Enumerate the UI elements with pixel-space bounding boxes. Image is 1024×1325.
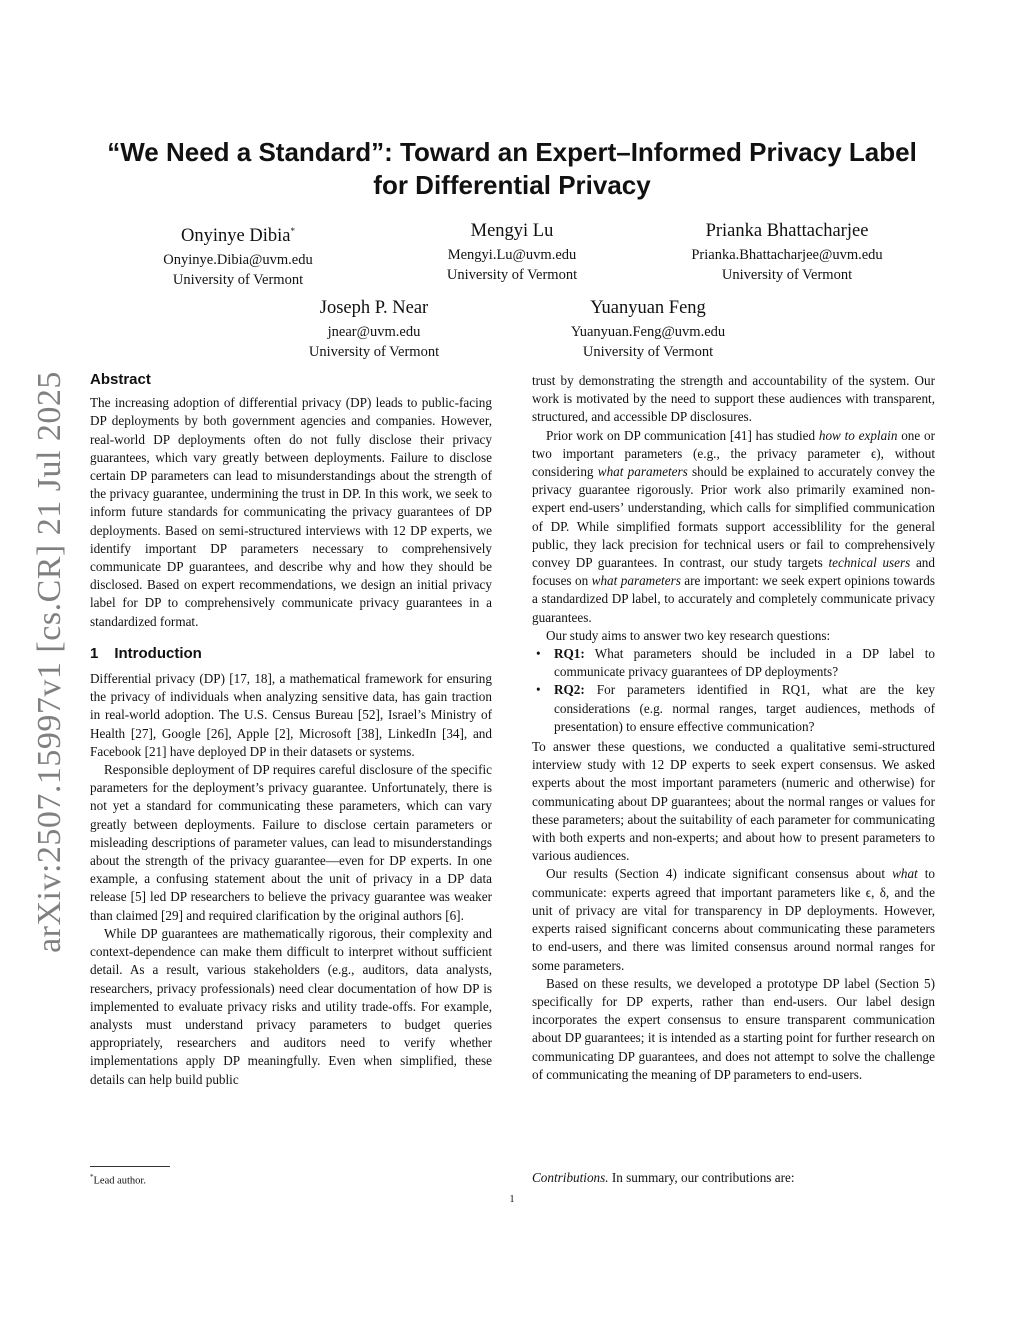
intro-paragraph-3: While DP guarantees are mathematically rigorous, their complexity and context-dependence can make them difficult to interpret without sufficient detail. As a result, various stakeholders (e.g., auditors, data analysts, researchers, privacy professionals) need clear documentation of how DP is implemented to evaluate privacy risks and utility trade-offs. For example, analysts must understand privacy parameters to budget queries appropriately, researchers and auditors need to verify whether implementations apply DP meaningfully. Even when simplified, these details can help build public — [90, 925, 492, 1087]
author-block-3 — [660, 219, 914, 285]
author-affiliation: University of Vermont — [308, 344, 440, 360]
author-footnote-mark: * — [290, 226, 295, 236]
paper-title — [80, 136, 944, 202]
author-block-1 — [126, 219, 350, 290]
title-line-2: for Differential Privacy — [373, 170, 651, 200]
author-name: Yuanyuan Feng — [590, 298, 706, 318]
abstract-heading: Abstract — [90, 371, 151, 388]
title-line-1: “We Need a Standard”: Toward an Expert–Informed Privacy Label — [107, 137, 917, 167]
right-column — [532, 372, 935, 1084]
author-block-4 — [262, 296, 486, 362]
research-question-list — [532, 645, 935, 736]
abstract-text: The increasing adoption of differential privacy (DP) leads to public-facing DP deployments by both government agencies and companies. However, real-world DP deployments often do not fully disclose their privacy guarantees, which vary greatly between deployments. Failure to disclose certain DP parameters can lead to misunderstandings about the strength of the privacy guarantee, undermining the trust in DP. In this work, we seek to inform future standards for communicating the privacy guarantees of DP deployments. Based on semi-structured interviews with 12 DP experts, we identify important DP parameters necessary to comprehensively communicate DP guarantees, and describe why and how they should be disclosed. Based on expert recommendations, we design an initial privacy label for DP to comprehensively communicate privacy guarantees in a standardized format. — [90, 395, 492, 629]
right-paragraph-3: Our study aims to answer two key research questions: — [546, 627, 831, 643]
page-number: 1 — [509, 1194, 515, 1205]
section-title: Introduction — [114, 644, 202, 662]
author-name: Onyinye Dibia* — [181, 226, 295, 247]
author-email: Prianka.Bhattacharjee@uvm.edu — [691, 247, 883, 263]
right-paragraph-2: Prior work on DP communication [41] has studied how to explain one or two important parameters (e.g., the privacy parameter ϵ), without considering what parameters should be explained to accurately convey the privacy guarantee rigorously. Prior work also primarily examined non-expert end-users’ understanding, which calls for simplified communication of DP. While simplified formats support accessiblility for the general public, they lack precision for technical users or fail to comprehensively convey DP guarantees. In contrast, our study targets technical users and focuses on what parameters are important: we seek expert opinions towards a standardized DP label, to accurately and completely communicate privacy guarantees. — [532, 427, 936, 625]
footnote: *Lead author. — [90, 1173, 146, 1187]
author-email: Mengyi.Lu@uvm.edu — [447, 247, 577, 263]
author-affiliation: University of Vermont — [446, 267, 578, 283]
author-email: jnear@uvm.edu — [327, 324, 421, 340]
section-number: 1 — [90, 644, 99, 662]
right-paragraph-1: trust by demonstrating the strength and accountability of the system. Our work is motivated by the need to support these audiences with transparent, structured, and accessible DP disclosures. — [532, 373, 935, 425]
right-paragraph-6: Based on these results, we developed a prototype DP label (Section 5) specifically for DP experts, rather than end-users. Our label design incorporates the expert consensus to ensure transparent communication about DP guarantees; it is intended as a starting point for further research on communicating DP guarantees, and does not attempt to solve the challenge of communicating the meaning of DP parameters to end-users. — [532, 975, 935, 1082]
author-affiliation: University of Vermont — [582, 344, 714, 360]
author-name: Mengyi Lu — [470, 221, 554, 241]
list-item-rq2: • RQ2: For parameters identified in RQ1, what are the key considerations (e.g. normal ranges, target audiences, methods of presentation) to ensure effective communication? — [532, 681, 935, 736]
arxiv-identifier: arXiv:2507.15997v1 [cs.CR] 21 Jul 2025 — [31, 371, 68, 953]
author-name: Prianka Bhattacharjee — [705, 221, 869, 241]
author-affiliation: University of Vermont — [172, 272, 304, 289]
author-email: Yuanyuan.Feng@uvm.edu — [570, 324, 726, 340]
author-affiliation: University of Vermont — [721, 267, 853, 283]
author-block-2 — [400, 219, 624, 285]
intro-paragraph-1: Differential privacy (DP) [17, 18], a mathematical framework for ensuring the privacy of individuals when analyzing sensitive data, has gain traction in real-world adoption. The U.S. Census Bureau [52], Israel’s Ministry of Health [27], Google [26], Apple [2], Microsoft [38], LinkedIn [34], and Facebook [21] have deployed DP in their datasets or systems. — [90, 671, 492, 759]
left-column — [90, 371, 492, 1089]
contributions-line: Contributions. In summary, our contributions are: — [532, 1170, 795, 1185]
list-item-rq1: • RQ1: What parameters should be included in a DP label to communicate privacy guarantees of DP deployments? — [532, 645, 935, 681]
right-paragraph-5: Our results (Section 4) indicate significant consensus about what to communicate: experts agreed that important parameters like ϵ, δ, and the unit of privacy are vital for transparency in DP deployments. However, experts raised significant concerns about communicating these parameters to end-users, and there was limited consensus around normal ranges for some parameters. — [532, 866, 935, 973]
right-paragraph-4: To answer these questions, we conducted a qualitative semi-structured interview study with 12 DP experts to seek expert consensus. We asked experts about the most important parameters (numeric and otherwise) for communicating about DP guarantees; about the normal ranges or values for these parameters; about the suitability of each parameter for communicating with both experts and non-experts; and about how to present parameters to various audiences. — [532, 739, 935, 864]
section-heading-introduction — [90, 645, 492, 663]
footnote-divider — [90, 1166, 170, 1167]
intro-paragraph-2: Responsible deployment of DP requires careful disclosure of the specific parameters for the deployment’s privacy guarantee. Unfortunately, there is not yet a standard for communicating these parameters, which can vary greatly between deployments. Failure to disclose certain parameters or misleading descriptions of parameter values, can lead to misunderstandings about the strength of the privacy guarantee—even for DP experts. In one example, a confusing statement about the unit of privacy in a DP data release [5] led DP researchers to believe the privacy guarantee was weaker than claimed [29] and required clarification by the original authors [6]. — [90, 762, 492, 923]
author-block-5 — [536, 296, 760, 362]
author-name: Joseph P. Near — [319, 298, 429, 318]
author-email: Onyinye.Dibia@uvm.edu — [163, 252, 313, 269]
